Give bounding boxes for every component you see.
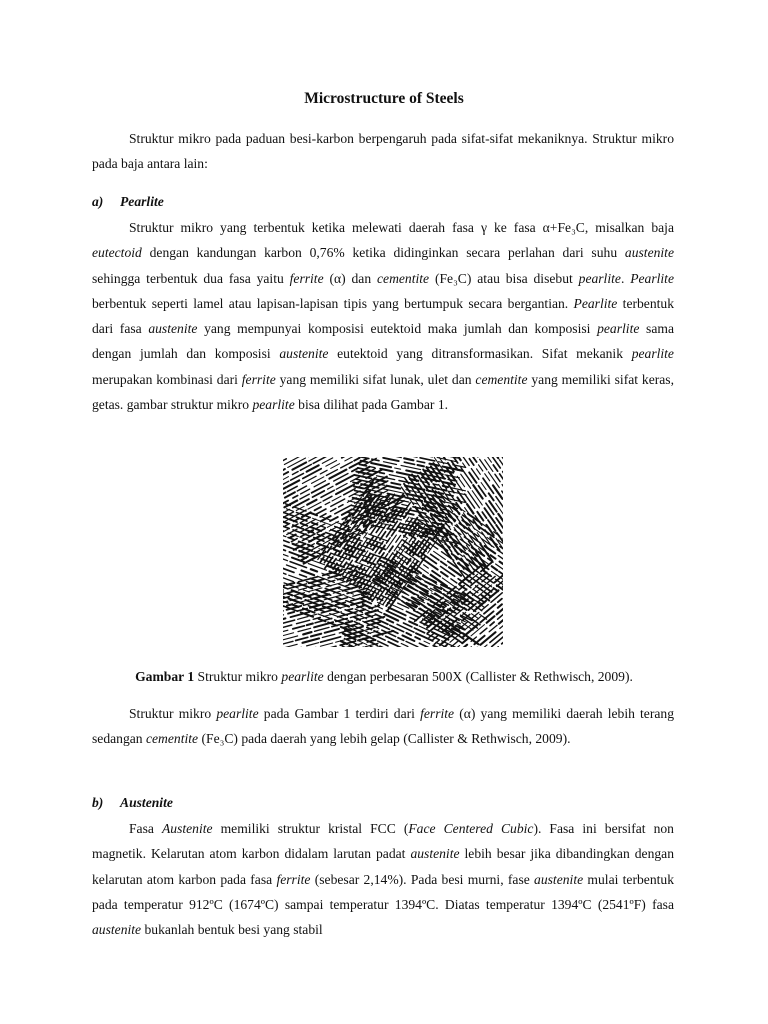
lamella (336, 485, 354, 495)
lamella (500, 474, 503, 485)
lamella (327, 646, 336, 647)
pearlite-paragraph: Struktur mikro yang terbentuk ketika melewati daerah fasa γ ke fasa α+Fe₃C, misalkan baja eutectoid dengan kandungan karbon 0,76% ketika didinginkan secara perlahan dari suhu austenite sehingga terbentuk dua fasa yaitu ferrite (α) dan cementite (Fe₃C) atau bisa disebut pearlite. Pearlite berbentuk seperti lamel atau lapisan-lapisan tipis yang bertumpuk secara bergantian. Pearlite terbentuk dari fasa austenite yang mempunyai komposisi eutektoid maka jumlah dan komposisi pearlite sama dengan jumlah dan komposisi austenite eutektoid yang ditransformasikan. Sifat mekanik pearlite merupakan kombinasi dari ferrite yang memiliki sifat lunak, ulet dan cementite yang memiliki sifat keras, getas. gambar struktur mikro pearlite bisa dilihat pada Gambar 1. (92, 220, 674, 413)
lamella (322, 634, 335, 637)
lamella (424, 565, 429, 568)
lamella (287, 583, 295, 585)
lamella (386, 486, 400, 489)
lamella (440, 470, 453, 473)
lamella (289, 575, 303, 580)
lamella (460, 645, 467, 647)
lamella (395, 468, 401, 469)
lamella (394, 457, 401, 458)
lamella (473, 457, 477, 462)
lamella (391, 483, 400, 485)
lamella (312, 484, 330, 493)
lamella (490, 622, 494, 625)
lamella (341, 641, 347, 644)
lamella (387, 620, 393, 623)
lamella (283, 644, 297, 647)
lamella (330, 517, 338, 521)
lamella (303, 469, 321, 479)
lamella (320, 526, 325, 528)
lamella (493, 485, 502, 498)
lamella (497, 609, 503, 615)
lamella (298, 588, 306, 590)
lamella (307, 624, 313, 626)
lamella (285, 492, 295, 497)
lamella (303, 632, 311, 634)
lamella (287, 565, 297, 569)
lamella (418, 484, 421, 489)
lamella (473, 485, 483, 499)
lamella (332, 496, 341, 501)
section-b-title: Austenite (120, 795, 173, 810)
lamella (284, 457, 299, 465)
lamella (380, 469, 392, 472)
lamella (432, 635, 439, 641)
lamella (445, 523, 450, 526)
lamella (298, 617, 308, 620)
section-a-letter: a) (92, 194, 104, 209)
lamella (311, 569, 317, 571)
lamella (311, 614, 317, 616)
lamella (401, 644, 408, 647)
lamella (283, 630, 288, 633)
lamella (420, 458, 435, 461)
lamella (495, 474, 500, 482)
lamella (485, 460, 493, 472)
lamella (325, 502, 330, 504)
lamella (284, 480, 300, 488)
lamella (347, 609, 353, 610)
lamella (346, 621, 352, 623)
lamella (419, 643, 433, 647)
after-figure-paragraph: Struktur mikro pearlite pada Gambar 1 terdiri dari ferrite (α) yang memiliki daerah lebih terang sedangan cementite (Fe₃C) pada daerah yang lebih gelap (Callister & Rethwisch, 2009). (92, 706, 675, 747)
lamella (441, 566, 455, 576)
lamella (489, 493, 494, 500)
lamella (479, 465, 483, 471)
lamella (398, 638, 404, 641)
lamella (331, 464, 340, 469)
lamella (415, 637, 420, 639)
lamella (311, 513, 318, 515)
pearlite-micrograph-image (283, 457, 503, 647)
lamella (336, 475, 354, 484)
lamella (402, 566, 408, 569)
lamella (424, 641, 430, 644)
lamella (283, 477, 289, 481)
lamella (284, 545, 296, 549)
lamella (425, 607, 431, 610)
lamella (396, 535, 401, 542)
lamella (339, 505, 343, 507)
austenite-paragraph: Fasa Austenite memiliki struktur kristal FCC (Face Centered Cubic). Fasa ini bersifat non magnetik. Kelarutan atom karbon didalam larutan padat austenite lebih besar jika dibandingkan dengan kelarutan atom karbon pada fasa ferrite (sebesar 2,14%). Pada besi murni, fase austenite mulai terbentuk pada temperatur 912ºC (1674ºC) sampai temperatur 1394ºC. Diatas temperatur 1394ºC (2541ºF) fasa austenite bukanlah bentuk besi yang stabil (92, 821, 674, 938)
lamella (490, 632, 502, 642)
lamella (329, 470, 346, 479)
lamella (320, 470, 327, 474)
lamella (397, 624, 414, 632)
lamella (461, 474, 471, 488)
lamella (326, 582, 344, 587)
lamella (482, 512, 486, 518)
lamella (502, 485, 503, 497)
lamella (302, 571, 315, 576)
lamella (297, 486, 306, 491)
lamella (283, 571, 286, 574)
lamella (311, 634, 321, 637)
lamella (303, 638, 320, 642)
lamella (287, 604, 292, 605)
lamella (353, 482, 358, 483)
lamella (331, 509, 336, 512)
lamella (299, 541, 306, 544)
lamella (406, 633, 411, 635)
lamella (288, 612, 294, 614)
lamella (490, 537, 499, 550)
lamella (384, 462, 397, 465)
lamella (485, 508, 496, 523)
lamella (322, 458, 332, 464)
lamella (283, 532, 286, 537)
lamella (320, 643, 332, 646)
lamella (421, 558, 438, 570)
lamella (315, 627, 330, 631)
lamella (409, 621, 417, 625)
lamella (481, 483, 486, 490)
lamella (404, 623, 412, 627)
lamella (386, 611, 405, 620)
lamella (379, 473, 384, 474)
lamella (389, 608, 406, 616)
lamella (283, 481, 289, 485)
lamella (389, 546, 393, 552)
lamella (283, 618, 285, 620)
lamella (350, 459, 368, 468)
lamella (288, 458, 306, 468)
lamella (283, 457, 295, 459)
section-b-heading (92, 790, 173, 815)
pearlite-micrograph-figure (283, 457, 503, 647)
lamella (472, 491, 482, 505)
lamella (463, 625, 477, 637)
lamella (378, 641, 388, 646)
lamella (293, 472, 299, 475)
lamella (283, 472, 288, 476)
lamella (469, 459, 473, 465)
lamella (421, 584, 427, 587)
section-a-heading (92, 189, 164, 214)
lamella (477, 469, 481, 475)
page-title: Microstructure of Steels (304, 90, 464, 107)
lamella (283, 625, 292, 629)
lamella (288, 486, 298, 491)
lamella (301, 489, 310, 494)
lamella (375, 636, 385, 641)
lamella (298, 628, 311, 631)
lamella (371, 463, 391, 467)
lamella (461, 457, 470, 466)
lamella (380, 647, 392, 648)
lamella (297, 620, 310, 624)
lamella (283, 529, 284, 531)
lamella (472, 547, 477, 550)
figure-caption-text: Struktur mikro pearlite dengan perbesaran 500X (Callister & Rethwisch, 2009). (194, 669, 633, 684)
lamella (296, 637, 308, 640)
figure-caption (0, 664, 768, 689)
lamella (480, 628, 487, 634)
lamella (493, 465, 497, 471)
lamella (418, 465, 424, 466)
lamella (344, 562, 347, 566)
lamella (354, 458, 359, 461)
lamella (348, 570, 356, 572)
section-b-letter: b) (92, 795, 104, 810)
lamella (307, 643, 319, 646)
lamella (404, 458, 413, 460)
lamella (451, 579, 457, 583)
lamella (383, 490, 388, 493)
lamella (283, 633, 294, 638)
lamella (498, 604, 502, 608)
lamella (392, 631, 398, 634)
lamella (405, 552, 419, 562)
lamella (283, 641, 293, 645)
lamella (323, 496, 332, 501)
lamella (293, 626, 305, 629)
lamella (441, 561, 447, 565)
lamella (402, 504, 408, 505)
lamella (454, 530, 461, 535)
lamella (326, 461, 337, 467)
lamella (441, 572, 448, 577)
lamella (499, 618, 503, 623)
lamella (370, 467, 375, 468)
lamella (293, 496, 298, 499)
lamella (414, 628, 424, 633)
lamella (404, 462, 414, 464)
lamella (336, 618, 348, 621)
lamella (468, 491, 480, 508)
intro-paragraph: Struktur mikro pada paduan besi-karbon berpengaruh pada sifat-sifat mekaniknya. Struktur mikro pada baja antara lain: (92, 131, 674, 172)
lamella (498, 599, 502, 603)
section-a-title: Pearlite (120, 194, 164, 209)
lamella (348, 501, 355, 503)
figure-caption-label: Gambar 1 (135, 669, 195, 684)
lamella (325, 629, 339, 633)
lamella (328, 486, 334, 489)
lamella (307, 500, 316, 505)
lamella (300, 575, 307, 578)
lamella (283, 620, 295, 625)
lamella (492, 566, 498, 570)
lamella (417, 461, 425, 463)
lamella (300, 494, 309, 499)
lamella (383, 458, 399, 461)
lamella (354, 617, 360, 620)
lamella (315, 507, 322, 510)
lamella (358, 543, 361, 547)
lamella (389, 475, 404, 478)
lamella (485, 474, 490, 481)
